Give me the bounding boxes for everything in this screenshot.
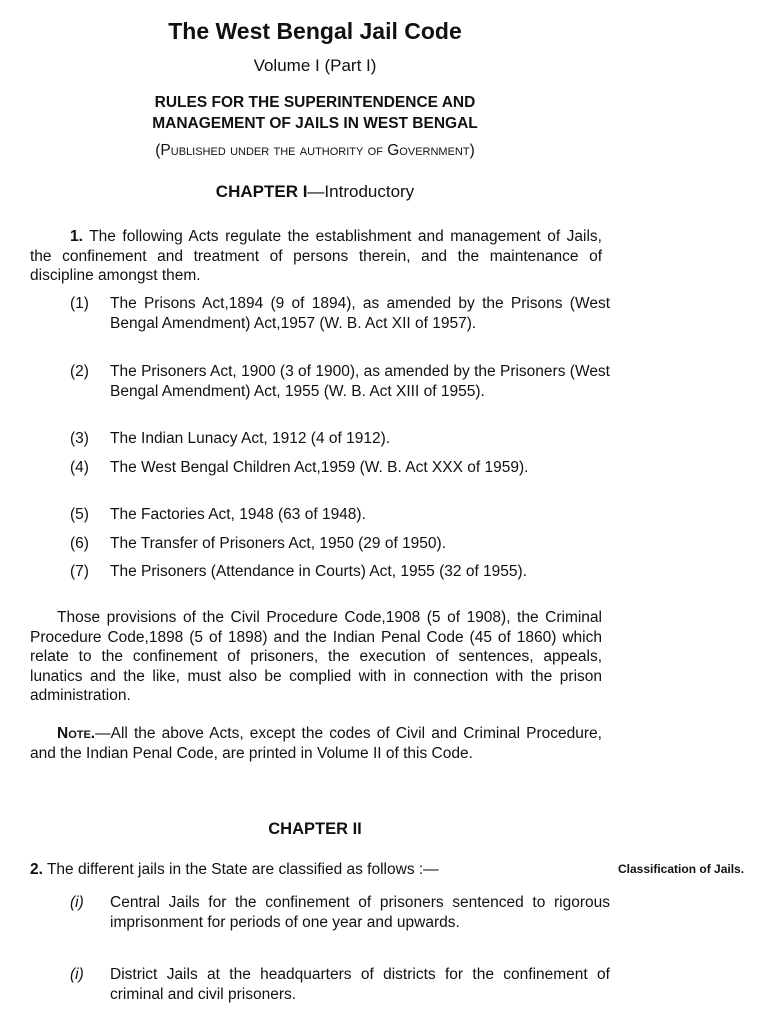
act-item-text: The Factories Act, 1948 (63 of 1948). <box>110 506 366 523</box>
jail-class-item-text: Central Jails for the confinement of prisoners sentenced to rigorous imprisonment for periods of one year and upwards. <box>110 894 610 931</box>
rules-heading-line-2: MANAGEMENT OF JAILS IN WEST BENGAL <box>152 115 478 132</box>
paragraph-2 <box>30 860 610 880</box>
act-item-number: (3) <box>70 430 89 447</box>
act-item-number: (4) <box>70 459 89 476</box>
chapter-1-heading <box>0 182 630 202</box>
act-item-text: The Prisoners Act, 1900 (3 of 1900), as amended by the Prisoners (West Bengal Amendment) Act, 1955 (W. B. Act XIII of 1955). <box>110 363 610 400</box>
rules-heading <box>0 92 630 134</box>
note-paragraph <box>30 724 602 763</box>
jail-class-item-number: (i) <box>70 966 84 983</box>
paragraph-2-text: The different jails in the State are classified as follows :— <box>46 861 439 878</box>
volume-label: Volume I (Part I) <box>253 56 377 75</box>
rules-heading-line-1: RULES FOR THE SUPERINTENDENCE AND <box>154 94 476 111</box>
chapter-1-label: CHAPTER I <box>215 182 308 201</box>
act-item-text: The Prisoners (Attendance in Courts) Act, 1955 (32 of 1955). <box>110 563 528 580</box>
act-item-text: The West Bengal Children Act,1959 (W. B. Act XXX of 1959). <box>110 459 529 476</box>
provisions-paragraph: Those provisions of the Civil Procedure Code,1908 (5 of 1908), the Criminal Procedure Code,1898 (5 of 1898) and the Indian Penal Code (45 of 1860) which relate to the confinement of prisoners, the execution of sentences, appeals, lunatics and the like, must also be complied with in connection with the prison administration. <box>30 609 602 704</box>
act-item-number: (7) <box>70 563 89 580</box>
paragraph-1-text: The following Acts regulate the establishment and management of Jails, the confinement and treatment of persons therein, and the maintenance of discipline amongst them. <box>30 228 602 284</box>
act-item-number: (6) <box>70 535 89 552</box>
note-label: Note. <box>57 725 96 742</box>
act-item-text: The Transfer of Prisoners Act, 1950 (29 of 1950). <box>110 535 447 552</box>
published-note: (Published under the authority of Government) <box>155 142 475 159</box>
paragraph-1-number: 1. <box>70 228 83 245</box>
jail-class-item-number: (i) <box>70 894 84 911</box>
margin-note: Classification of Jails. <box>618 862 745 876</box>
act-item-text: The Indian Lunacy Act, 1912 (4 of 1912). <box>110 430 391 447</box>
document-title: The West Bengal Jail Code <box>168 18 462 44</box>
paragraph-2-number: 2. <box>30 861 43 878</box>
act-item-number: (2) <box>70 363 89 380</box>
paragraph-1 <box>30 227 602 286</box>
act-item-text: The Prisons Act,1894 (9 of 1894), as amended by the Prisons (West Bengal Amendment) Act,1957 (W. B. Act XII of 1957). <box>110 295 610 332</box>
act-item-number: (1) <box>70 295 89 312</box>
chapter-2-heading: CHAPTER II <box>268 820 362 838</box>
chapter-1-title: —Introductory <box>307 182 415 201</box>
act-item-number: (5) <box>70 506 89 523</box>
jail-class-item-text: District Jails at the headquarters of districts for the confinement of criminal and civil prisoners. <box>110 966 610 1003</box>
note-text: —All the above Acts, except the codes of Civil and Criminal Procedure, and the Indian Penal Code, are printed in Volume II of this Code. <box>30 725 602 762</box>
